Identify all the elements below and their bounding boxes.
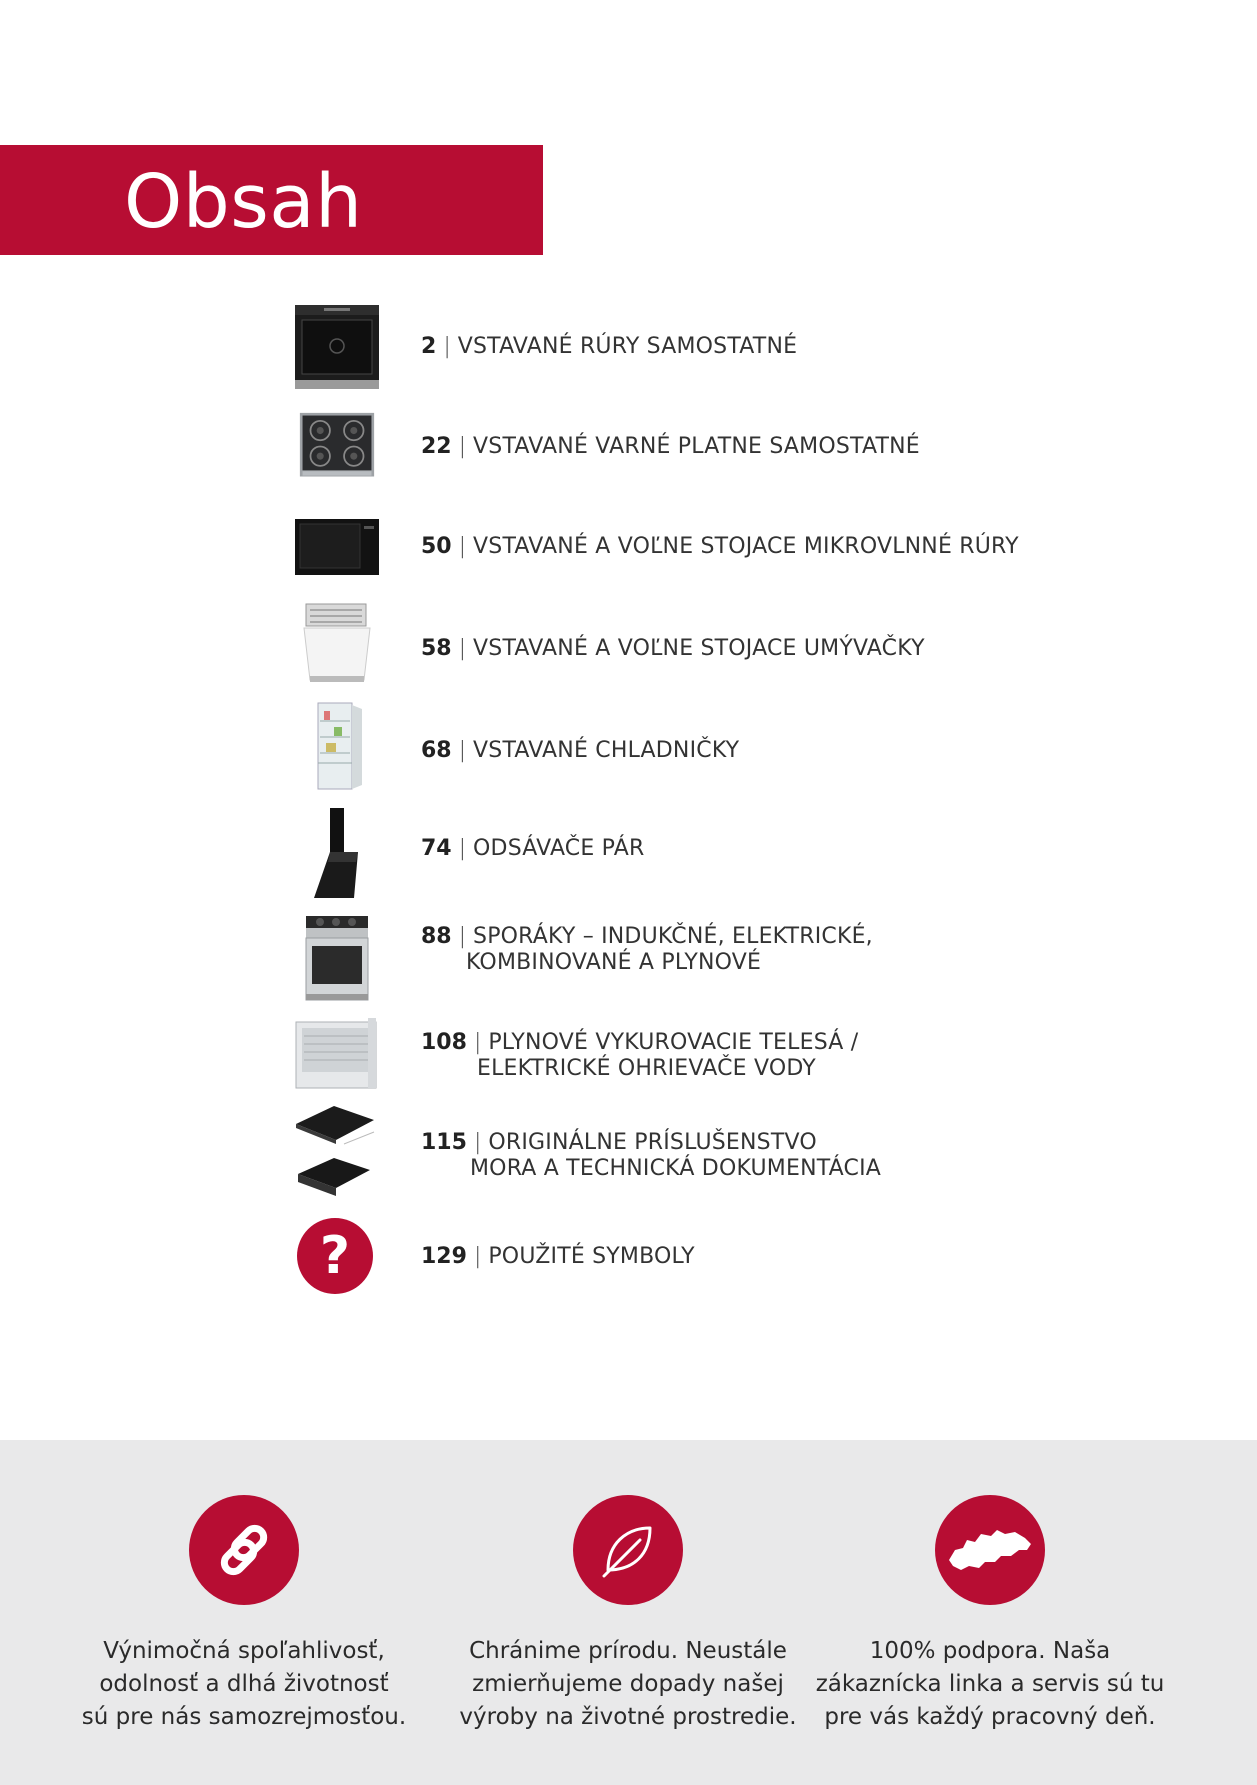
caption-line: zmierňujeme dopady našej — [472, 1671, 784, 1697]
caption-line: sú pre nás samozrejmosťou. — [81, 1704, 407, 1730]
question-mark-glyph: ? — [319, 1226, 351, 1286]
toc-page-number: 68 — [421, 738, 452, 763]
fridge-icon — [294, 700, 380, 792]
toc-title: ORIGINÁLNE PRÍSLUŠENSTVO — [488, 1130, 817, 1155]
toc-entry: 2 | VSTAVANÉ RÚRY SAMOSTATNÉ — [421, 334, 798, 359]
toc-title: VSTAVANÉ A VOĽNE STOJACE MIKROVLNNÉ RÚRY — [473, 534, 1019, 559]
page-title: Obsah — [124, 159, 363, 245]
feature-caption — [448, 1635, 808, 1734]
feature-caption — [810, 1635, 1170, 1734]
toc-page-number: 108 — [421, 1030, 467, 1055]
toc-title-line2: MORA A TECHNICKÁ DOKUMENTÁCIA — [470, 1156, 882, 1181]
caption-line: Chránime prírodu. Neustále — [469, 1638, 787, 1664]
feature-caption — [64, 1635, 424, 1734]
toc-title: POUŽITÉ SYMBOLY — [488, 1244, 695, 1269]
caption-line: odolnosť a dlhá životnosť — [99, 1671, 389, 1697]
question-mark-icon — [297, 1218, 373, 1294]
dishwasher-icon — [294, 600, 380, 686]
feature-nature — [448, 1495, 808, 1734]
toc-title: ODSÁVAČE PÁR — [473, 836, 645, 861]
toc-page-number: 88 — [421, 924, 452, 949]
caption-line: Výnimočná spoľahlivosť, — [103, 1638, 385, 1664]
toc-page-number: 50 — [421, 534, 452, 559]
toc-entry: 50 | VSTAVANÉ A VOĽNE STOJACE MIKROVLNNÉ RÚRY — [421, 534, 1019, 559]
toc-title: VSTAVANÉ A VOĽNE STOJACE UMÝVAČKY — [473, 636, 925, 661]
feature-badge — [573, 1495, 683, 1605]
toc-entry: 129 | POUŽITÉ SYMBOLY — [421, 1244, 695, 1269]
toc-entry: 58 | VSTAVANÉ A VOĽNE STOJACE UMÝVAČKY — [421, 636, 925, 661]
toc-page-number: 2 — [421, 334, 437, 359]
toc-entry: 22 | VSTAVANÉ VARNÉ PLATNE SAMOSTATNÉ — [421, 434, 920, 459]
feature-reliability — [64, 1495, 424, 1734]
toc-page-number: 74 — [421, 836, 452, 861]
gas-hob-icon — [294, 412, 380, 488]
feature-badge — [935, 1495, 1045, 1605]
stove-icon — [294, 914, 380, 1004]
toc-entry: 74 | ODSÁVAČE PÁR — [421, 836, 645, 861]
slovakia-map-icon — [945, 1520, 1035, 1580]
caption-line: 100% podpora. Naša — [869, 1638, 1111, 1664]
toc-entry: 108 | PLYNOVÉ VYKUROVACIE TELESÁ / ELEKTRICKÉ OHRIEVAČE VODY — [421, 1030, 859, 1081]
caption-line: zákaznícka linka a servis sú tu — [815, 1671, 1165, 1697]
toc-page-number: 129 — [421, 1244, 467, 1269]
toc-title: VSTAVANÉ VARNÉ PLATNE SAMOSTATNÉ — [473, 434, 920, 459]
baking-trays-icon — [294, 1104, 380, 1204]
caption-line: výroby na životné prostredie. — [459, 1704, 797, 1730]
oven-icon — [294, 304, 380, 390]
toc-title: VSTAVANÉ CHLADNIČKY — [473, 738, 740, 763]
toc-title: VSTAVANÉ RÚRY SAMOSTATNÉ — [457, 334, 798, 359]
toc-title: PLYNOVÉ VYKUROVACIE TELESÁ / — [488, 1030, 859, 1055]
toc-page-number: 115 — [421, 1130, 467, 1155]
leaf-icon — [596, 1518, 660, 1582]
toc-title: SPORÁKY – INDUKČNÉ, ELEKTRICKÉ, — [473, 924, 873, 949]
feature-badge — [189, 1495, 299, 1605]
caption-line: pre vás každý pracovný deň. — [824, 1704, 1156, 1730]
chain-link-icon — [212, 1518, 276, 1582]
toc-page-number: 22 — [421, 434, 452, 459]
toc-title-line2: ELEKTRICKÉ OHRIEVAČE VODY — [477, 1056, 816, 1081]
toc-entry: 115 | ORIGINÁLNE PRÍSLUŠENSTVO MORA A TECHNICKÁ DOKUMENTÁCIA — [421, 1130, 882, 1181]
toc-page-number: 58 — [421, 636, 452, 661]
toc-title-line2: KOMBINOVANÉ A PLYNOVÉ — [466, 950, 762, 975]
cooker-hood-icon — [294, 806, 380, 902]
toc-entry: 68 | VSTAVANÉ CHLADNIČKY — [421, 738, 740, 763]
gas-heater-icon — [294, 1016, 380, 1092]
toc-entry: 88 | SPORÁKY – INDUKČNÉ, ELEKTRICKÉ, KOMBINOVANÉ A PLYNOVÉ — [421, 924, 873, 975]
feature-support — [810, 1495, 1170, 1734]
microwave-icon — [294, 518, 380, 578]
